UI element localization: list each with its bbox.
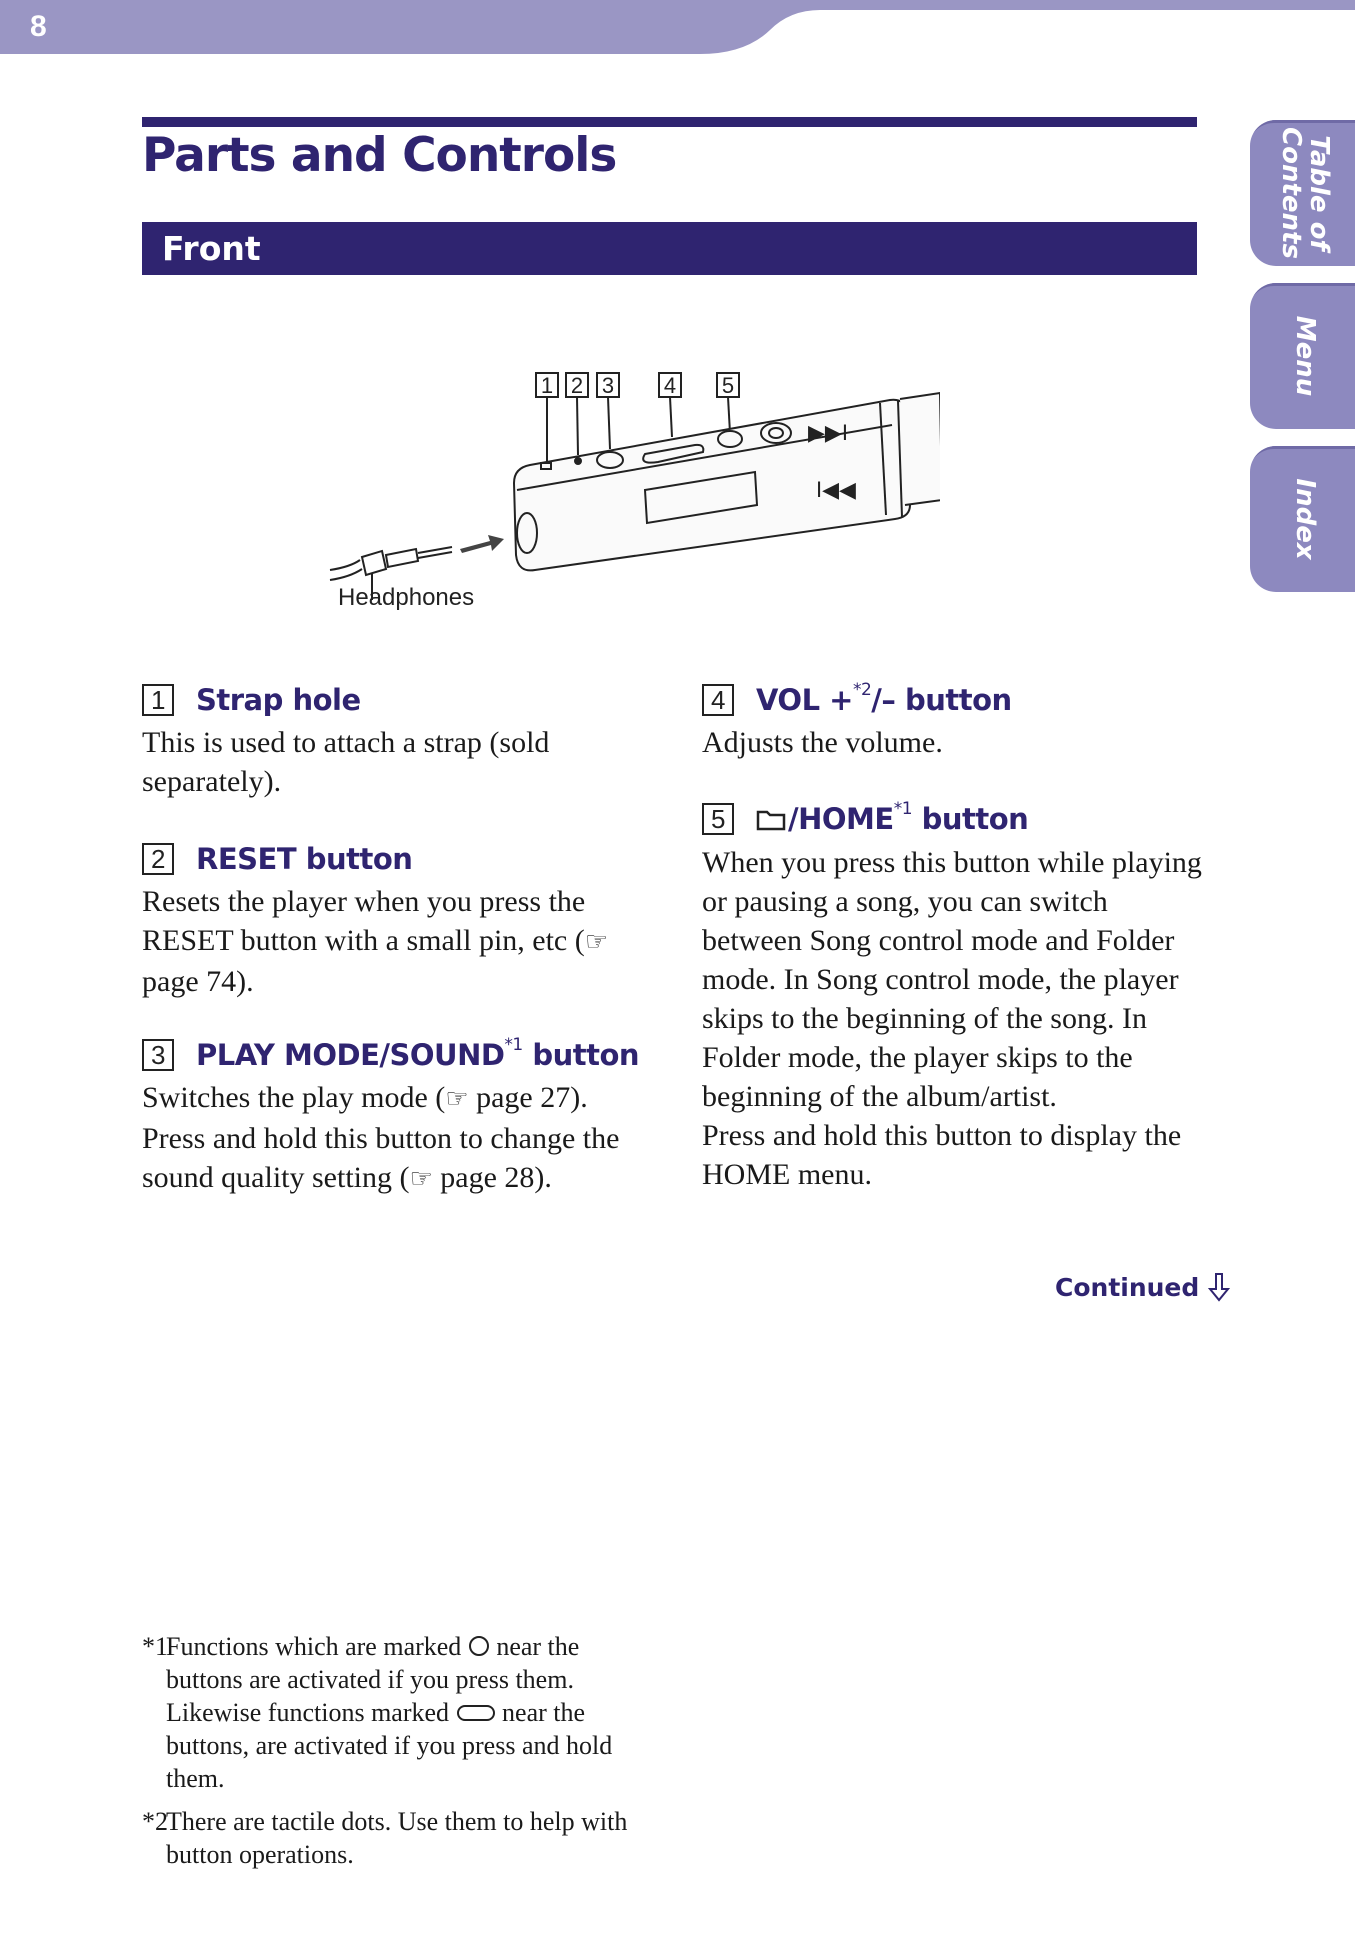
headphones-label: Headphones [338,584,475,611]
continued-link[interactable] [1055,1272,1230,1302]
item-text: Adjusts the volume. [702,726,943,759]
circle-mark-icon [468,1635,490,1657]
item-text: Resets the player when you press the RESET button with a small pin, etc ( [142,885,586,957]
item-text: Switches the play mode ( [142,1081,446,1114]
svg-text:I◀◀: I◀◀ [816,477,856,502]
item-4-body [702,723,1202,762]
footnote-mark: *1 [142,1632,168,1661]
item-title-suffix: button [522,1038,640,1072]
callout-5: 5 [721,373,735,398]
tab-label: Table of Contents [1276,127,1334,259]
item-2-body [142,882,642,1001]
callout-2: 2 [570,373,584,398]
page-reference-link[interactable]: page 28). [440,1161,552,1194]
continued-label: Continued [1055,1273,1200,1302]
item-3-heading [142,1035,640,1072]
tab-label: Index [1290,478,1320,560]
top-bar [0,0,1355,56]
item-number: 4 [702,684,734,716]
callout-3: 3 [601,373,615,398]
item-title-sup: *2 [852,680,872,700]
page-number: 8 [30,10,47,43]
tab-menu[interactable] [1250,283,1355,429]
footnote-1 [142,1630,662,1795]
item-title-sup: *1 [504,1035,523,1055]
item-title-suffix: button [912,802,1029,836]
page-reference-link[interactable]: page 74). [142,965,254,998]
footnote-text: There are tactile dots. Use them to help with button operations. [166,1807,628,1869]
tab-index[interactable] [1250,446,1355,592]
callout-1: 1 [540,373,554,398]
down-arrow-icon [1208,1272,1230,1302]
device-diagram [320,355,940,620]
item-text: Press and hold this button to display the HOME menu. [702,1119,1182,1191]
footnote-2 [142,1805,662,1871]
item-text: When you press this button while playing or pausing a song, you can switch between Song control mode and Folder mode. In Song control mode, the player skips to the beginning of the song. In Folder mode, the player skips to the beginning of the album/artist. [702,846,1202,1113]
folder-icon [756,807,786,831]
item-1-heading [142,683,361,717]
footnote-text: near the buttons are activated if you press them. Likewise functions marked [166,1632,580,1727]
tab-label: Menu [1290,315,1320,397]
item-title: PLAY MODE/SOUND [196,1038,505,1072]
hand-pointer-icon: ☞ [445,1084,469,1114]
page-title: Parts and Controls [142,128,617,183]
page-reference-link[interactable]: page 27). Press and hold this button to change the sound quality setting ( [142,1081,620,1194]
item-title: RESET button [196,842,413,876]
item-number: 2 [142,843,174,875]
item-5-body [702,843,1202,1194]
item-title-suffix: /– button [871,683,1012,717]
section-header [142,222,1197,275]
item-2-heading [142,842,412,876]
item-text: This is used to attach a strap (sold separately). [142,726,550,798]
title-rule [142,117,1197,127]
item-1-body [142,723,642,801]
footnote-text: Functions which are marked [166,1632,468,1661]
footnote-text: near the buttons, are activated if you press and hold them. [166,1698,613,1793]
section-title: Front [162,229,261,268]
item-number: 5 [702,803,734,835]
item-title: Strap hole [196,683,361,717]
item-5-heading [702,799,1029,836]
item-title: /HOME [788,802,894,836]
footnote-mark: *2 [142,1807,168,1836]
callout-4: 4 [663,373,677,398]
item-title-sup: *1 [893,799,913,819]
hand-pointer-icon: ☞ [584,927,609,957]
item-title: VOL + [756,683,853,717]
item-3-body [142,1078,642,1199]
item-4-heading [702,680,1012,717]
svg-text:▶▶I: ▶▶I [808,420,848,445]
item-number: 1 [142,684,174,716]
tab-table-of-contents[interactable] [1250,120,1355,266]
oval-mark-icon [456,1703,496,1723]
item-number: 3 [142,1039,174,1071]
hand-pointer-icon: ☞ [409,1164,433,1194]
